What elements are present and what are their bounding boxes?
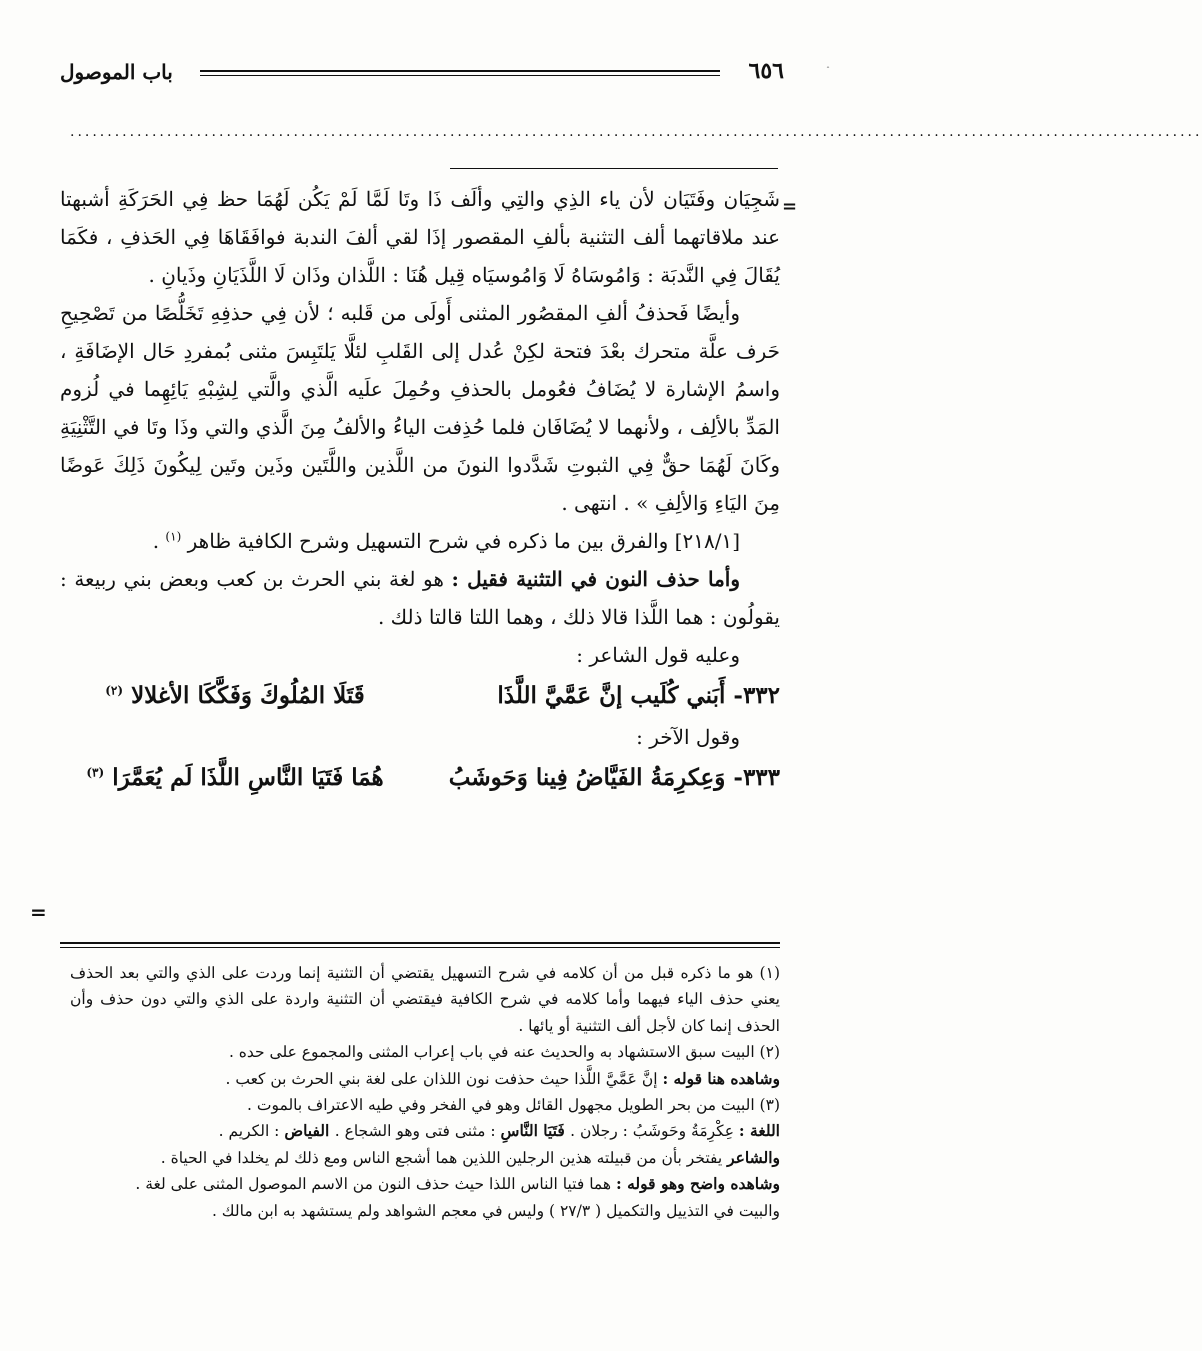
paragraph [60, 560, 780, 636]
paragraph: وعليه قول الشاعر : [576, 643, 740, 667]
dotted-separator: ........................................................................................................................................................ [70, 124, 1202, 140]
bold-lead: وشاهده واضح وهو قوله : [615, 1174, 780, 1194]
verse-333 [60, 756, 780, 800]
verse-text: هُمَا فَتَيَا النَّاسِ اللَّذَا لَم يُعَمَّرَا [112, 764, 384, 791]
verse-hemistich-2 [60, 674, 410, 718]
verse-332 [60, 674, 780, 718]
bold-lead: والشاعر [727, 1147, 780, 1167]
verse-hemistich-1: ٣٣٣- وَعِكرِمَةُ الفَيَّاضُ فِينا وَحَوشَبُ [448, 764, 780, 791]
bold-lead: وأما حذف النون في التثنية فقيل : [451, 567, 740, 591]
verse-hemistich-2 [60, 756, 410, 800]
footnotes [70, 960, 780, 1224]
footnote-2-witness [70, 1066, 780, 1092]
footnote-2: (٢) البيت سبق الاستشهاد به والحديث عنه في باب إعراب المثنى والمجموع على حده . [228, 1043, 780, 1062]
section-title: باب الموصول [60, 60, 173, 84]
verse-hemistich-1: ٣٣٢- أَبَني كُلَيب إنَّ عَمَّيَّ اللَّذَا [497, 682, 780, 709]
continuation-mark: = [782, 196, 798, 217]
bold-lead: اللغة : [738, 1121, 780, 1141]
paragraph-text: [٢١٨/١] والفرق بين ما ذكره في شرح التسهيل وشرح الكافية ظاهر [187, 529, 740, 553]
footnote-1: (١) هو ما ذكره قبل من أن كلامه في شرح التسهيل يقتضي أن التثنية إنما وردت على الذي والتي بعد الحذف يعني حذف الياء فيهما وأما كلامه في شرح الكافية فيقتضي أن التثنية واردة على الذي والتي دون حذف وأن الحذف إنما كان لأجل ألف التثنية أو يائها . [70, 964, 780, 1035]
footnote-text: : مثنى فتى وهو الشجاع . [334, 1122, 501, 1141]
footnote-3-meaning [70, 1145, 780, 1171]
short-rule [450, 168, 778, 169]
footnote-ref: (٢) [105, 683, 124, 698]
continuation-mark: = [30, 900, 47, 924]
page-number: ٦٥٦ [748, 58, 784, 84]
scan-speck: ˆ [826, 66, 830, 75]
footnote-3-lexicon [70, 1118, 780, 1144]
verse-text: قَتَلَا المُلُوكَ وَفَكَّكَا الأغلالا [131, 682, 365, 709]
bold-term: فَتَيَا النَّاسِ [500, 1121, 571, 1141]
paragraph: وقول الآخر : [636, 725, 740, 749]
header-rule [200, 70, 720, 72]
footnote-ref: (٣) [86, 765, 105, 780]
bold-lead: وشاهده هنا قوله : [662, 1068, 780, 1088]
paragraph: وأيضًا فَحذفُ ألفِ المقصُور المثنى أَولَى من قَلبه ؛ لأن فِي حذفِهِ تَخَلُّصًا من تَصْحِيحِ حَرف علَّة متحرك بعْدَ فتحة لكِنْ عُدل إلى القَلبِ لئلَّا يَلتَبِسَ مثنى بُمفردِ حَال الإضَافَةِ ، واسمُ الإشارة لا يُضَافُ فعُومل بالحذفِ وحُمِلَ علَيه الَّذي والَّتي لِشِبْهِ يَائِهِما في لُزوم المَدِّ بالألِف ، ولأنهما لا يُضَافَان فلما حُذِفت الياءُ والألفُ مِنَ الَّذي والتي وذَا وتَا في التَّثْنِيَةِ وكَانَ لَهُمَا حقٌّ فِي الثبوتِ شَدَّدوا النونَ من اللَّذين واللَّتَين وذَين وتَين لِيكُونَ ذَلِكَ عَوضًا مِنَ اليَاءِ وَالألِفِ » . انتهى . [60, 301, 780, 515]
paragraph-end: . [152, 529, 166, 553]
footnote-3: (٣) البيت من بحر الطويل مجهول القائل وهو في الفخر وفي طيه الاعتراف بالموت . [247, 1096, 780, 1115]
footnote-text: عِكْرِمَةُ وحَوشَبُ : رجلان . [570, 1122, 739, 1141]
footnote-text: إنَّ عَمَّيَّ اللَّذا حيث حذفت نون اللذان على لغة بني الحرث بن كعب . [225, 1069, 663, 1088]
footnote-text: : الكريم . [218, 1122, 285, 1141]
footnote-rule [60, 942, 780, 944]
header-rule-thin [200, 75, 720, 76]
footnote-text: يفتخر بأن من قبيلته هذين الرجلين اللذين هما أشجع الناس ومع ذلك لم يخلدا في الحياة . [160, 1148, 728, 1167]
main-text [60, 180, 780, 800]
paragraph-text: هو لغة بني الحرث بن كعب وبعض بني ربيعة : يقولُون : هما اللَّذا قالا ذلك ، وهما اللتا قالتا ذلك . [60, 567, 780, 629]
bold-term: الفياض [284, 1121, 335, 1141]
footnote-3-witness [70, 1171, 780, 1197]
paragraph: شَجِيَان وفَتَيَان لأن ياء الذِي والتِي وألَف ذَا وتَا لَمَّا لَمْ يَكُن لَهُمَا حظ فِي الحَرَكَةِ أشبهتا عند ملاقاتهما ألف التثنية بألفِ المقصور إذَا لقي ألفَ الندبة فوافَقَاهَا فِي الحَذفِ ، فكَمَا يُقَالَ فِي النَّدبَة : وَامُوسَاهُ لَا وَامُوسيَاه قِيل هُنَا : اللَّذان وذَان لَا اللَّذَيَانِ وذَيانِ . [60, 187, 780, 287]
footnote-rule-thin [60, 947, 780, 948]
footnote-text: هما فتيا الناس اللذا حيث حذف النون من الاسم الموصول المثنى على لغة . [135, 1175, 616, 1194]
footnote-3-source: والبيت في التذييل والتكميل ( ٢٧/٣ ) وليس في معجم الشواهد ولم يستشهد به ابن مالك . [211, 1201, 780, 1220]
paragraph [60, 522, 780, 560]
footnote-ref: (١) [165, 529, 182, 544]
